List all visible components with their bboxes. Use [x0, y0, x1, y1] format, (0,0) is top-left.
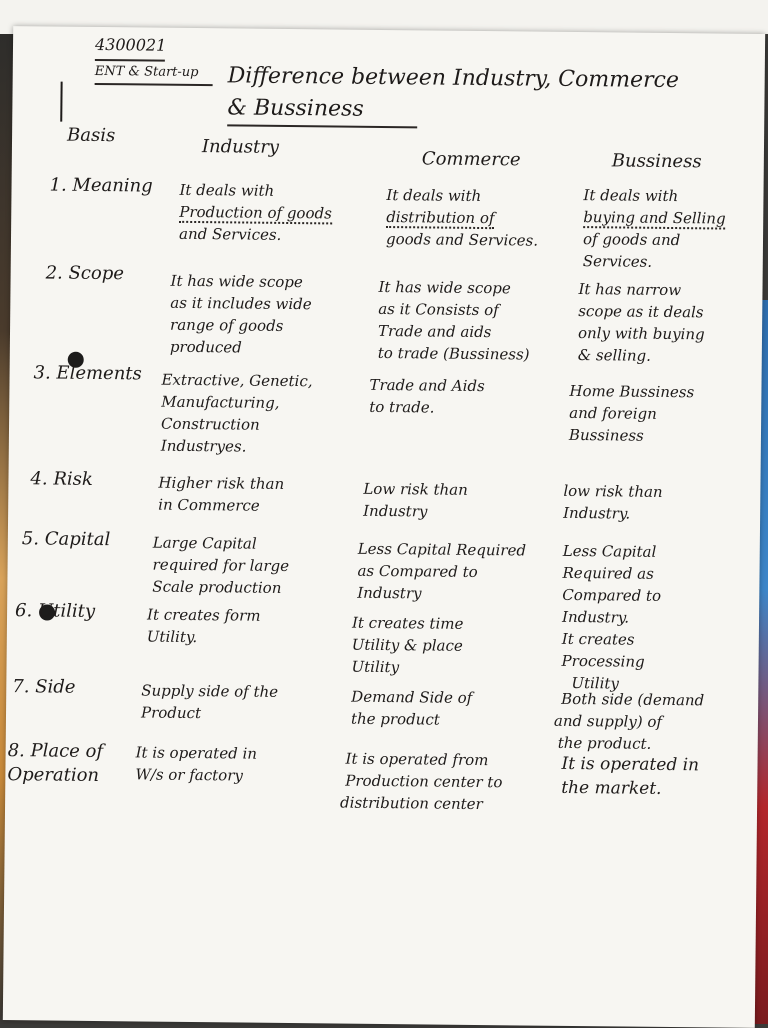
number-underline — [95, 59, 165, 62]
business-capital-l3: Compared to — [562, 585, 662, 605]
commerce-utility-l3: Utility — [351, 657, 400, 677]
notebook-page — [3, 26, 765, 1028]
basis-place-l2: Operation — [7, 764, 100, 787]
business-meaning-l2: buying and Selling — [583, 208, 726, 228]
basis-meaning: 1. Meaning — [49, 174, 153, 197]
page-number: 4300021 — [94, 34, 167, 55]
business-scope-l4: & selling. — [577, 346, 652, 365]
business-risk-l1: low risk than — [563, 481, 663, 501]
industry-meaning-l3: and Services. — [178, 224, 282, 244]
commerce-capital-l2: as Compared to — [357, 561, 478, 581]
page-title-line1: Difference between Industry, Commerce — [227, 63, 680, 94]
commerce-capital-l1: Less Capital Required — [357, 539, 527, 560]
industry-risk-l1: Higher risk than — [158, 473, 285, 493]
business-meaning-l3: of goods and — [582, 230, 681, 250]
industry-place-l1: It is operated in — [135, 743, 258, 763]
commerce-place-l2: Production center to — [345, 771, 503, 792]
business-place-l1: It is operated in — [561, 753, 700, 776]
commerce-utility-l2: Utility & place — [351, 635, 463, 655]
business-side-l1: Both side (demand — [561, 689, 705, 710]
commerce-scope-l3: Trade and aids — [377, 321, 492, 342]
header-commerce: Commerce — [421, 148, 521, 171]
commerce-meaning-l2: distribution of — [386, 208, 495, 228]
commerce-capital-l3: Industry — [357, 583, 422, 603]
commerce-place-l3: distribution center — [340, 793, 483, 814]
business-elements-l3: Bussiness — [568, 425, 644, 445]
industry-scope-l4: produced — [169, 337, 242, 357]
margin-mark — [60, 82, 62, 122]
industry-elements-l1: Extractive, Genetic, — [161, 370, 313, 391]
header-business: Bussiness — [611, 150, 702, 173]
business-scope-l1: It has narrow — [578, 280, 682, 300]
commerce-meaning-l3: goods and Services. — [385, 230, 539, 250]
business-meaning-l4: Services. — [582, 252, 653, 271]
basis-utility: 6. Utility — [14, 600, 96, 622]
basis-risk: 4. Risk — [30, 468, 93, 490]
business-capital-l4: Industry. — [561, 607, 630, 627]
industry-elements-l3: Construction — [160, 414, 260, 434]
commerce-scope-l1: It has wide scope — [378, 277, 511, 298]
page-title-line2: & Bussiness — [227, 95, 364, 122]
business-side-l2: and supply) of — [553, 711, 663, 731]
commerce-meaning-l1: It deals with — [386, 186, 482, 205]
business-utility-l3: Utility — [571, 673, 620, 693]
basis-capital: 5. Capital — [21, 528, 111, 551]
commerce-scope-l2: as it Consists of — [378, 299, 499, 320]
business-utility-l1: It creates — [561, 629, 635, 649]
subject-underline — [95, 83, 213, 86]
header-industry: Industry — [201, 136, 280, 158]
industry-elements-l2: Manufacturing, — [161, 392, 280, 412]
industry-capital-l2: required for large — [152, 555, 290, 576]
business-risk-l2: Industry. — [563, 503, 631, 523]
industry-scope-l1: It has wide scope — [170, 271, 303, 292]
industry-side-l1: Supply side of the — [141, 681, 279, 701]
industry-scope-l2: as it includes wide — [170, 293, 312, 314]
business-scope-l2: scope as it deals — [578, 302, 704, 322]
commerce-elements-l2: to trade. — [369, 397, 435, 417]
industry-side-l2: Product — [140, 703, 202, 723]
commerce-utility-l1: It creates time — [351, 613, 464, 633]
commerce-side-l1: Demand Side of — [351, 687, 473, 707]
title-underline — [227, 124, 417, 128]
business-utility-l2: Processing — [561, 651, 645, 671]
business-side-l3: the product. — [557, 733, 652, 753]
business-elements-l2: and foreign — [569, 403, 657, 423]
basis-side: 7. Side — [12, 676, 76, 698]
industry-capital-l3: Scale production — [152, 577, 282, 597]
industry-elements-l4: Industryes. — [160, 436, 247, 456]
commerce-risk-l2: Industry — [363, 501, 428, 521]
business-capital-l2: Required as — [562, 563, 654, 583]
business-capital-l1: Less Capital — [562, 541, 657, 561]
commerce-elements-l1: Trade and Aids — [369, 375, 485, 396]
industry-risk-l2: in Commerce — [158, 495, 260, 515]
industry-meaning-l2: Production of goods — [179, 202, 332, 223]
industry-utility-l2: Utility. — [146, 627, 198, 647]
basis-scope: 2. Scope — [45, 262, 125, 285]
header-basis: Basis — [66, 124, 116, 147]
business-place-l2: the market. — [561, 777, 662, 799]
industry-place-l2: W/s or factory — [135, 765, 243, 785]
industry-meaning-l1: It deals with — [179, 180, 275, 200]
business-elements-l1: Home Bussiness — [569, 381, 695, 402]
commerce-side-l2: the product — [350, 709, 440, 729]
industry-capital-l1: Large Capital — [152, 533, 257, 553]
business-meaning-l1: It deals with — [583, 186, 679, 206]
commerce-risk-l1: Low risk than — [363, 479, 468, 499]
basis-place-l1: 8. Place of — [7, 740, 104, 763]
commerce-scope-l4: to trade (Bussiness) — [377, 343, 530, 364]
business-scope-l3: only with buying — [577, 324, 705, 344]
subject-label: ENT & Start-up — [94, 63, 199, 81]
industry-utility-l1: It creates form — [146, 605, 261, 625]
industry-scope-l3: range of goods — [170, 315, 284, 335]
basis-elements: 3. Elements — [33, 362, 142, 385]
commerce-place-l1: It is operated from — [345, 749, 489, 770]
